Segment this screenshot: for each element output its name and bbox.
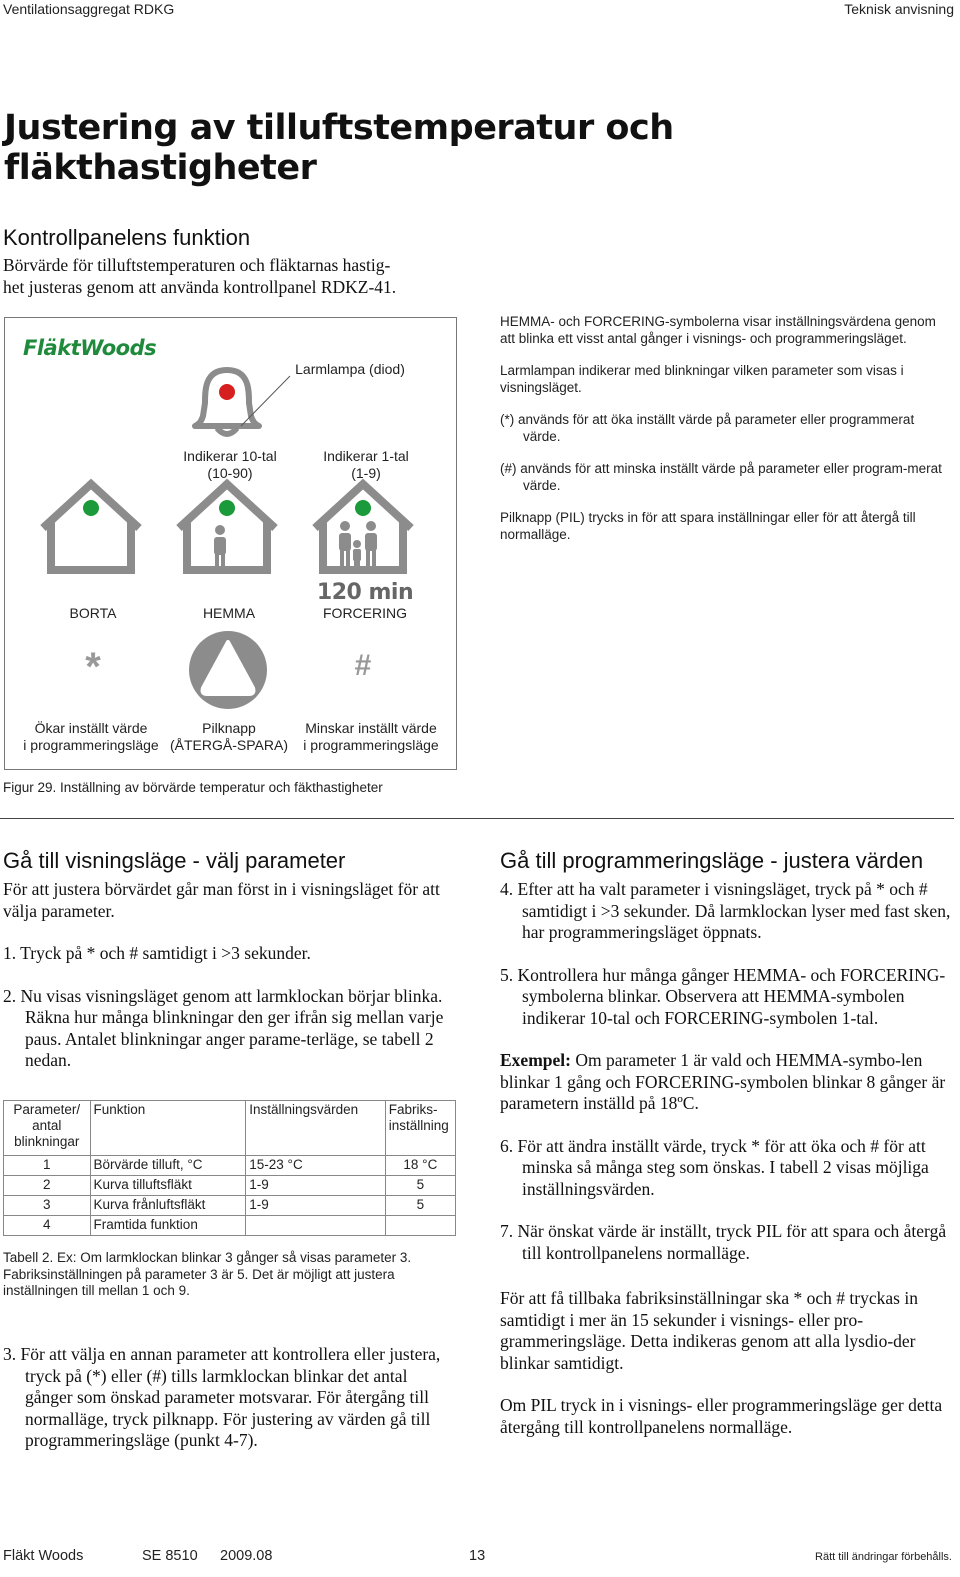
- flaktwoods-logo: FläktWoods: [23, 336, 157, 360]
- left-step3: 3. För att välja en annan parameter att kontrollera eller justera, tryck på (*) eller (#) tills larmklockan blinkar det antal gånger som önskad parameter motsvarar. För återgång till normalläge, tryck pilknapp. För justering av värden gå till programmeringsläge (punkt 4-7).: [3, 1344, 441, 1450]
- forcering-led: [355, 500, 371, 516]
- table-row: 1 Börvärde tilluft, °C 15-23 °C 18 °C: [4, 1156, 456, 1176]
- footer-doc: SE 8510: [142, 1548, 198, 1564]
- note-symbols: HEMMA- och FORCERING-symbolerna visar inställningsvärdena genom att blinka ett visst antal gånger i visnings- och programmeringsläget.: [500, 314, 936, 346]
- footer-rights: Rätt till ändringar förbehålls.: [815, 1551, 952, 1563]
- example-label: Exempel:: [500, 1050, 571, 1070]
- table-row: 4 Framtida funktion: [4, 1216, 456, 1236]
- table-header: Funktion: [90, 1101, 246, 1156]
- table-header-row: [4, 1101, 456, 1156]
- header-doc-type: Teknisk anvisning: [844, 1, 954, 17]
- panel-graphics: [5, 318, 456, 769]
- control-panel-figure: [4, 317, 457, 770]
- okar-label: Ökar inställt värde i programmeringsläge: [23, 720, 159, 753]
- minskar-label: Minskar inställt värde i programmeringsläge: [303, 720, 439, 753]
- page-title: Justering av tilluftstemperatur och fläkthastigheter: [4, 108, 674, 188]
- footer-date: 2009.08: [220, 1548, 273, 1564]
- house-hemma-icon: [179, 484, 275, 570]
- pil-button-icon[interactable]: [189, 631, 267, 709]
- note-hash: (#) används för att minska inställt värde på parameter eller program-merat värde.: [500, 461, 942, 493]
- intro-text: Börvärde för tilluftstemperaturen och fläktarnas hastig- het justeras genom att använda kontrollpanel RDKZ-41.: [3, 255, 397, 297]
- table-header: Fabriks-inställning: [385, 1101, 455, 1156]
- figure-caption: Figur 29. Inställning av börvärde temperatur och fäkthastigheter: [3, 780, 383, 795]
- alarm-led: [219, 384, 235, 400]
- table-row: 3 Kurva frånluftsfläkt 1-9 5: [4, 1196, 456, 1216]
- house-borta-icon: [37, 484, 139, 570]
- header-doc-title: Ventilationsaggregat RDKG: [3, 1, 175, 17]
- alarm-bell-icon: [195, 370, 259, 434]
- table-caption: Tabell 2. Ex: Om larmklockan blinkar 3 gånger så visas parameter 3. Fabriksinställningen på parameter 3 är 5. Det är möjligt att justera inställningen till mellan 1 och 9.: [3, 1250, 412, 1298]
- star-button[interactable]: *: [85, 645, 101, 689]
- note-star: (*) används för att öka inställt värde på parameter eller programmerat värde.: [500, 412, 915, 444]
- left-section-body: För att justera börvärdet går man först in i visningsläget för att välja parameter. 1. Tryck på * och # samtidigt i >3 sekunder. 2. Nu visas visningsläget genom att larmklockan börjar blinka. Räkna hur många blinkningar den ger ifrån sig mellan varje paus. Antalet blinkningar anger parame-terläge, se tabell 2 nedan.: [3, 879, 444, 1070]
- section-divider: [0, 818, 954, 819]
- house-forcering-icon: [315, 484, 411, 570]
- table-header: Parameter/ antal blinkningar: [4, 1101, 91, 1156]
- note-larmlampa: Larmlampan indikerar med blinkningar vilken parameter som visas i visningsläget.: [500, 363, 904, 395]
- larmlampa-label: Larmlampa (diod): [295, 361, 405, 377]
- right-section-body: 4. Efter att ha valt parameter i visningsläget, tryck på * och # samtidigt i >3 sekunder. Då larmklockan lyser med fast sken, har programmeringsläget öppnats. 5. Kontrollera hur många gånger HEMMA- och FORCERING-symbolerna blinkar. Observera att HEMMA-symbolen indikerar 10-tal och FORCERING-symbolen 1-tal. Exempel: Om parameter 1 är vald och HEMMA-symbo-len blinkar 1 gång och FORCERING-symbolen blinkar 8 gånger är parametern inställd på 18ºC. 6. För att ändra inställt värde, tryck * för att öka och # för att minska så många steg som önskas. I tabell 2 visas möjliga inställningsvärden. 7. När önskat värde är inställt, tryck PIL för att spara och återgå till kontrollpanelens normalläge. För att få tillbaka fabriksinställningar ska * och # tryckas in samtidigt i mer än 15 sekunder i visnings- eller pro-grammeringsläge. Detta indikeras genom att alla lysdio-der blinkar samtidigt. Om PIL tryck in i visnings- eller programmeringsläge ger detta återgång till kontrollpanelens normalläge.: [500, 879, 951, 1437]
- intro-heading: Kontrollpanelens funktion: [3, 225, 251, 250]
- indikerar-10-label: Indikerar 10-tal (10-90): [183, 448, 277, 481]
- pilknapp-label: Pilknapp (ÅTERGÅ-SPARA): [170, 720, 288, 753]
- hash-button[interactable]: #: [354, 649, 372, 682]
- page-number: 13: [469, 1548, 486, 1564]
- left-section-heading: Gå till visningsläge - välj parameter: [3, 848, 346, 873]
- borta-label: BORTA: [69, 605, 117, 621]
- right-notes: [500, 314, 952, 543]
- forcering-minutes: 120 min: [316, 580, 414, 605]
- forcering-label: FORCERING: [323, 605, 407, 621]
- note-pil: Pilknapp (PIL) trycks in för att spara inställningar eller för att återgå till normalläge.: [500, 510, 916, 542]
- borta-led: [83, 500, 99, 516]
- parameter-table: [3, 1100, 456, 1236]
- hemma-led: [219, 500, 235, 516]
- table-row: 2 Kurva tilluftsfläkt 1-9 5: [4, 1176, 456, 1196]
- footer-company: Fläkt Woods: [3, 1548, 84, 1564]
- table-header: Inställningsvärden: [246, 1101, 385, 1156]
- right-section-heading: Gå till programmeringsläge - justera värden: [500, 848, 924, 873]
- hemma-label: HEMMA: [202, 605, 256, 621]
- indikerar-1-label: Indikerar 1-tal (1-9): [323, 448, 409, 481]
